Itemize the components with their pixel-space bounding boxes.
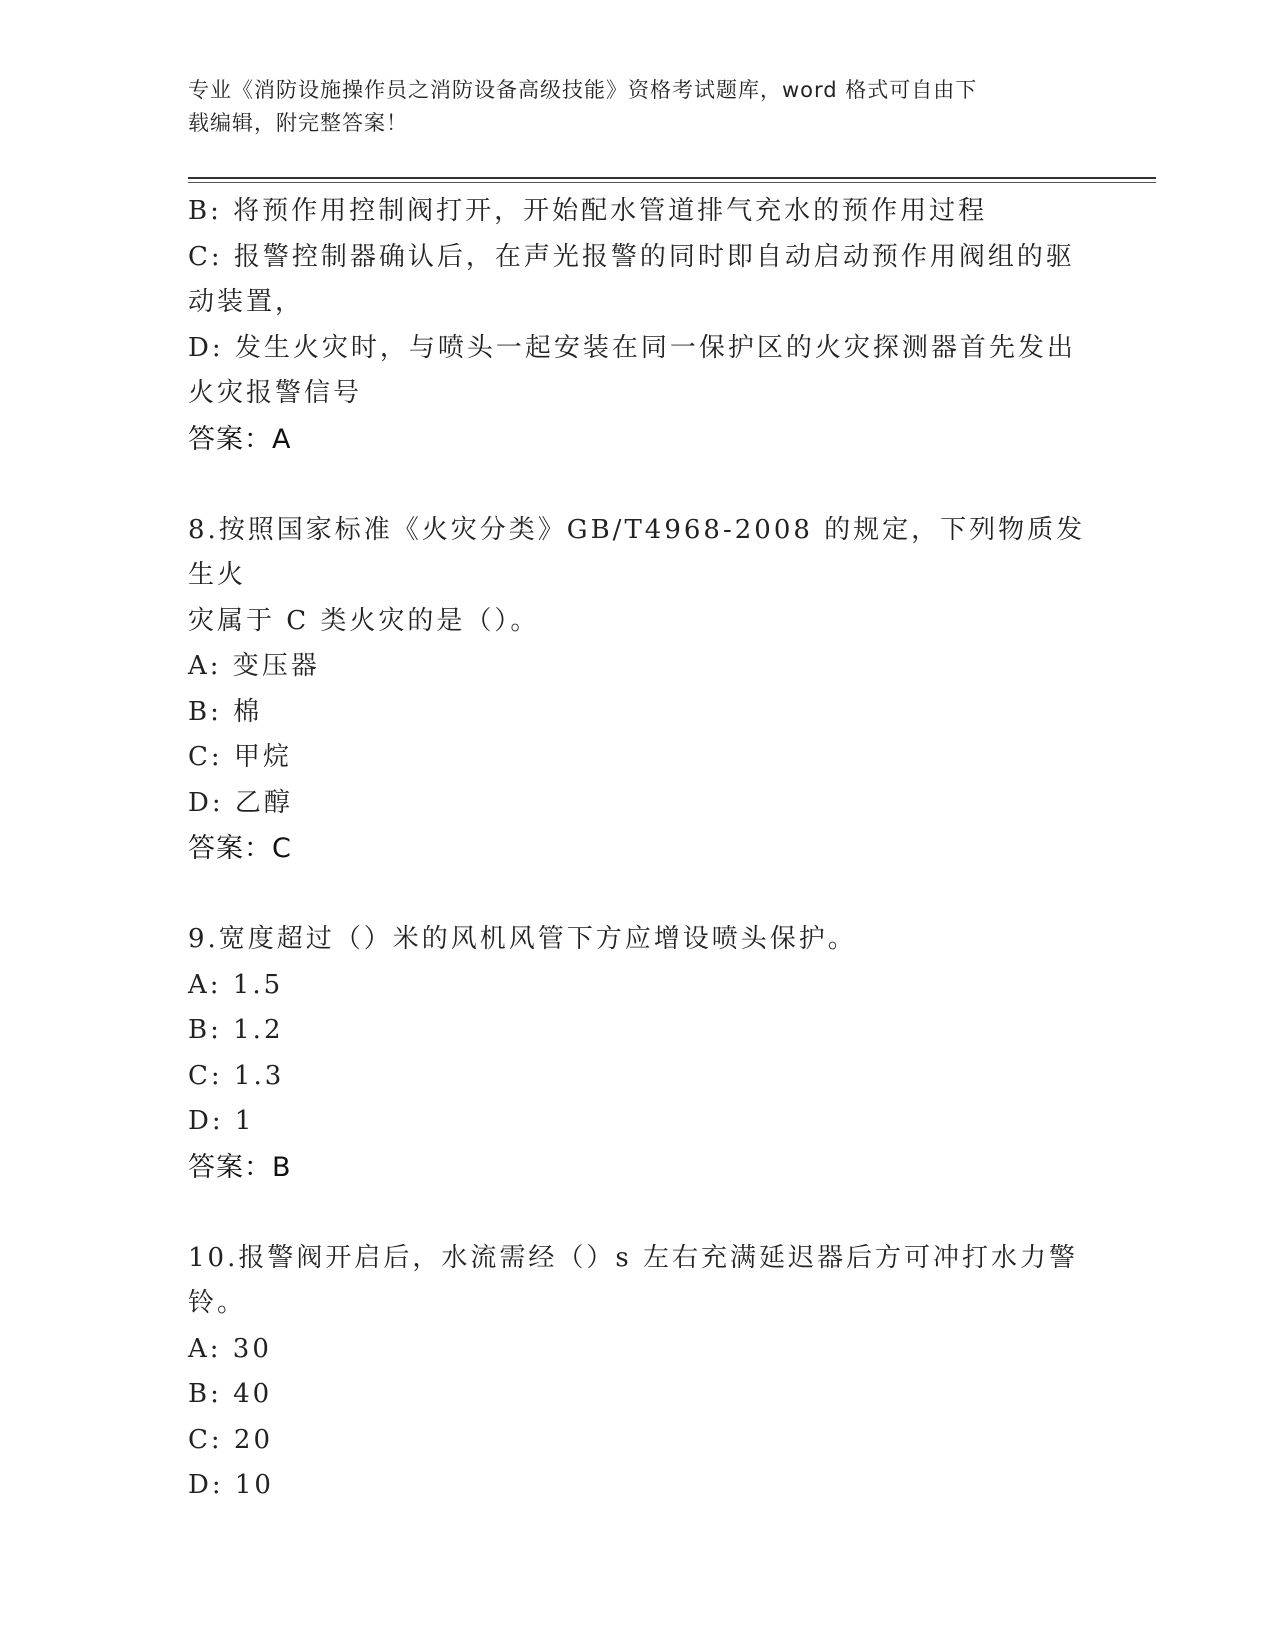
q10-option-b: B: 40 <box>188 1379 273 1409</box>
header-line-1: 专业《消防设施操作员之消防设备高级技能》资格考试题库，word 格式可自由下 <box>188 78 978 102</box>
spacer <box>188 872 1088 918</box>
question-8 <box>188 508 1088 872</box>
q10-option-d: D: 10 <box>188 1470 274 1500</box>
q10-stem-line-2: 铃。 <box>188 1288 247 1318</box>
q8-option-d: D: 乙醇 <box>188 787 293 818</box>
q9-option-d: D: 1 <box>188 1106 255 1136</box>
q8-stem-line-2: 灾属于 C 类火灾的是（）。 <box>188 605 540 636</box>
spacer <box>188 462 1088 508</box>
question-10 <box>188 1236 1088 1509</box>
q8-option-b: B: 棉 <box>188 696 263 727</box>
q10-option-a: A: 30 <box>188 1333 272 1364</box>
question-9 <box>188 917 1088 1190</box>
document-header <box>188 74 1068 140</box>
q7-answer: 答案：A <box>188 423 292 455</box>
question-list <box>188 189 1088 1509</box>
q8-answer: 答案：C <box>188 833 292 864</box>
q7-option-d-line-1: D: 发生火灾时，与喷头一起安装在同一保护区的火灾探测器首先发出 <box>188 332 1076 363</box>
q7-option-c-line-2: 动装置， <box>188 287 305 317</box>
q9-option-b: B: 1.2 <box>188 1015 284 1045</box>
spacer <box>188 1190 1088 1236</box>
header-line-2: 载编辑，附完整答案！ <box>188 111 408 135</box>
question-7 <box>188 189 1088 462</box>
q9-stem: 9.宽度超过（）米的风机风管下方应增设喷头保护。 <box>188 924 857 954</box>
q7-option-b: B: 将预作用控制阀打开，开始配水管道排气充水的预作用过程 <box>188 196 988 226</box>
q7-option-d-line-2: 火灾报警信号 <box>188 378 363 408</box>
q10-option-c: C: 20 <box>188 1424 274 1455</box>
q9-option-c: C: 1.3 <box>188 1060 285 1091</box>
header-divider-thin <box>188 182 1156 183</box>
header-divider-thick <box>188 177 1156 179</box>
q8-option-c: C: 甲烷 <box>188 742 292 772</box>
q10-stem-line-1: 10.报警阀开启后，水流需经（）s 左右充满延迟器后方可冲打水力警 <box>188 1242 1078 1273</box>
q9-answer: 答案：B <box>188 1151 292 1183</box>
q9-option-a: A: 1.5 <box>188 969 284 1000</box>
q8-option-a: A: 变压器 <box>188 651 320 681</box>
q8-stem-line-1: 8.按照国家标准《火灾分类》GB/T4968-2008 的规定，下列物质发生火 <box>188 514 1086 590</box>
q7-option-c-line-1: C: 报警控制器确认后，在声光报警的同时即自动启动预作用阀组的驱 <box>188 241 1075 272</box>
